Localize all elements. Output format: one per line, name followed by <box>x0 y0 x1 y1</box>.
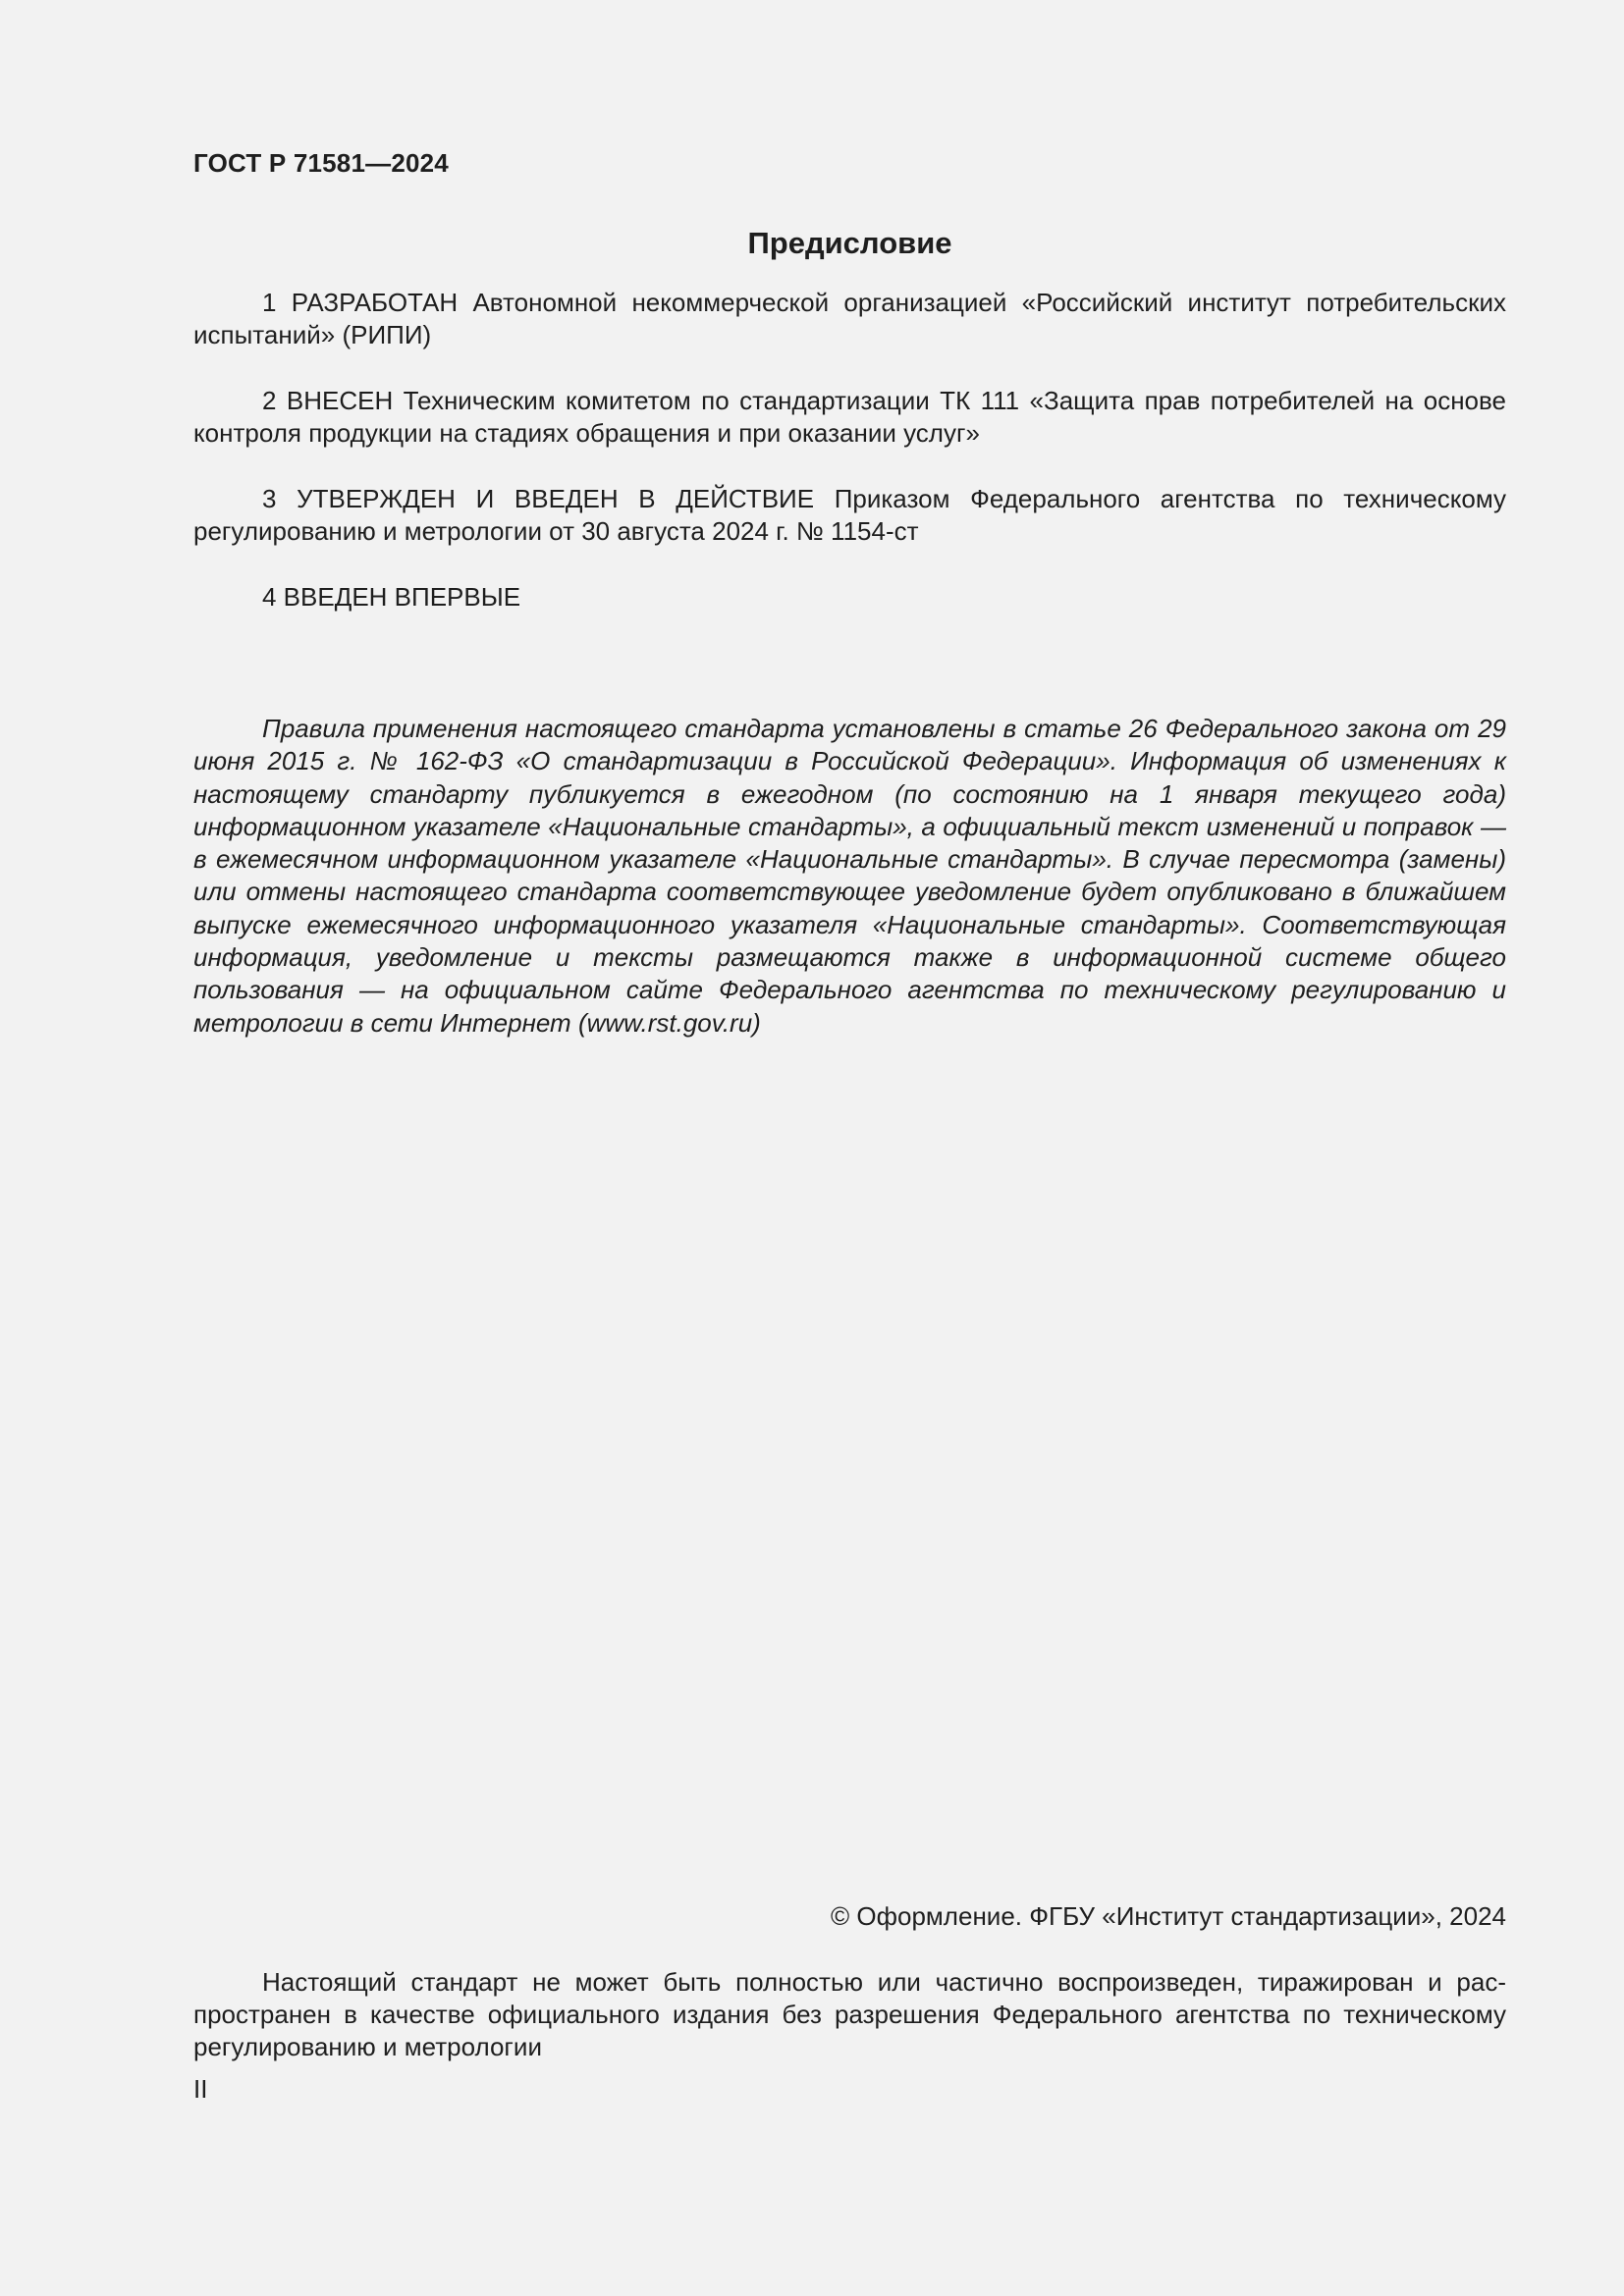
foreword-item-approved: 3 УТВЕРЖДЕН И ВВЕДЕН В ДЕЙСТВИЕ Приказом Федерального агентства по техническому регулированию и метрологии от 30 августа 2024 г. № 1154-ст <box>193 484 1506 546</box>
foreword-item-first-time: 4 ВВЕДЕН ВПЕРВЫЕ <box>262 582 521 612</box>
application-rules-text: Правила применения настоящего стандарта установлены в статье 26 Федерального закона от 29 июня 2015 г. № 162-ФЗ «О стандартизации в Российской Федерации». Информация об изменениях к настоящему стандарту публикуется в ежегодном (по состоянию на 1 января текущего года) информационном указателе «Национальные стандарты», а официальный текст изменений и поправок — в ежемесячном информационном указателе «Национальные стандарты». В случае пересмотра (замены) или отмены настоящего стандарта соответствующее уведомление будет опубликовано в ближайшем выпуске ежемесячного информационного указателя «Национальные стандарты». Соответствующая информация, уведомление и тексты размещаются также в информационной системе общего пользования — на официальном сайте Федерального агентства по техническому регулированию и метрологии в сети Интернет (www.rst.gov.ru) <box>193 714 1506 1038</box>
document-page <box>193 0 1506 2296</box>
document-code: ГОСТ Р 71581—2024 <box>193 148 449 178</box>
foreword-item-developed: 1 РАЗРАБОТАН Автономной некоммерческой организацией «Российский институт потребительских испытаний» (РИПИ) <box>193 288 1506 349</box>
page-title: Предисловие <box>747 226 952 260</box>
foreword-item-introduced: 2 ВНЕСЕН Техническим комитетом по стандартизации ТК 111 «Защита прав потребителей на основе контроля продукции на стадиях обращения и при оказании услуг» <box>193 386 1506 448</box>
copyright-line: © Оформление. ФГБУ «Институт стандартизации», 2024 <box>831 1901 1506 1931</box>
reproduction-notice: Настоящий стандарт не может быть полностью или частично воспроизведен, тиражирован и распространен в качестве официального издания без разрешения Федерального агентства по техническому регулированию и метрологии <box>193 1967 1506 2061</box>
page-number: II <box>193 2074 208 2104</box>
